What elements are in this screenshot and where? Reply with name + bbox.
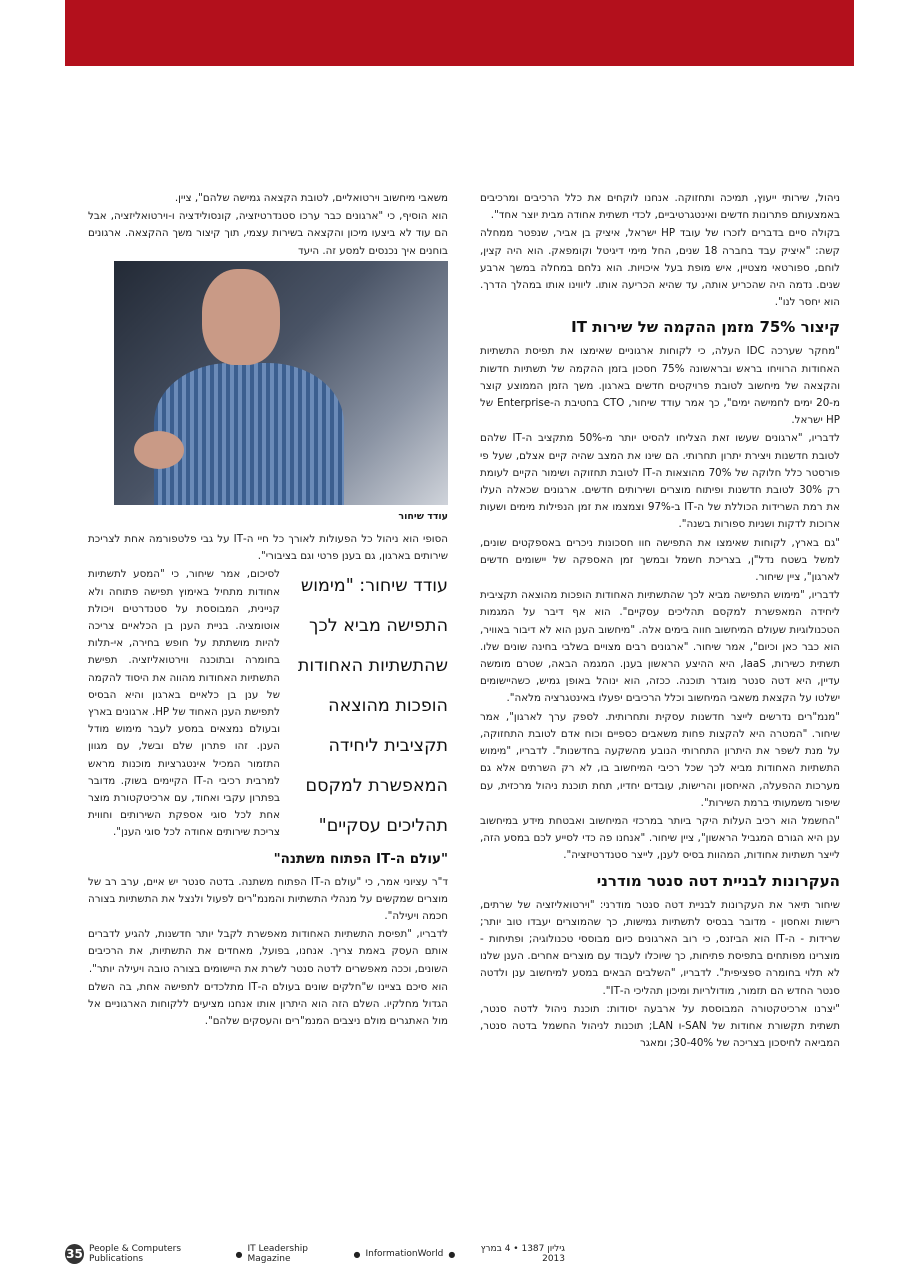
bullet-icon: ● bbox=[235, 1249, 243, 1259]
article-page bbox=[68, 190, 850, 1240]
paragraph: הסופי הוא ניהול כל הפעולות לאורך כל חיי ה-IT על גבי פלטפורמה אחת לצריכת שירותים בארגון, גם בענן פרטי וגם בציבורי". bbox=[88, 533, 448, 563]
photo-caption: עודד שיחור bbox=[398, 510, 448, 522]
section-heading: "עולם ה-IT הפתוח משתנה" bbox=[273, 850, 448, 867]
footer-publication: InformationWorld bbox=[365, 1249, 444, 1259]
page-footer bbox=[65, 1244, 565, 1264]
paragraph: ד"ר עציוני אמר, כי "עולם ה-IT הפתוח משתנה. בדטה סנטר יש איים, ערב רב של מוצרים שמקשים על מנהלי התשתיות והמנמ"רים לפעול ולנצל את התשתיות בצורה חכמה ויעילה". bbox=[88, 875, 448, 923]
paragraph: לסיכום, אמר שיחור, כי "המסע לתשתיות אחודות מתחיל באימוץ תפישה פתוחה ולא קניינית, המבוססת על סטנדרטים ויכולת אוטומציה. בניית הענן בן הכלאיים צריכה להיות מושתתת על חופש בחירה, אי-תלות בחומרה ובתוכנה ווירטואליזציה. תפישת התשתיות האחודות מהווה את היסוד להקמה של ענן בן כלאיים בארגון והיא הבסיס לתפישת הענן האחוד של HP. ארגונים בארץ ובעולם נמצאים במסע לעבר מימוש מודל הענן. זהו פתרון שלם ובשל, עם מגוון התזמור המכיל אינטגרציות מוכנות מראש למרבית רכיבי ה-IT הקיימים בשוק. מדובר בפתרון עקבי ואחוד, עם ארכיטקטורת מוצר אחת לכל סוגי אספקת השירותים וחווית צריכת שירותים אחודה לכל סוגי הענן". bbox=[88, 568, 280, 839]
article-right-column bbox=[480, 190, 840, 1053]
photo-figure-hand bbox=[134, 431, 184, 469]
pull-quote: עודד שיחור: "מימוש התפישה מביא לכך שהתשתיות האחודות הופכות מהוצאה תקציבית ליחידה המאפשרת למקסם תהליכים עסקיים" bbox=[297, 576, 448, 837]
footer-issue: גיליון 1387 • 4 במרץ 2013 bbox=[480, 1244, 565, 1264]
paragraph: לדבריו, "תפיסת התשתיות האחודות מאפשרת לקבל יותר חדשנות, להגיע לדברים אותם העסק באמת צריך. אנחנו, בפועל, מאחדים את התשתיות, את הרכיבים השונים, וככה מאפשרים לדטה סנטר לשרת את היישומים בצורה טובה ויעילה יותר". bbox=[88, 928, 448, 975]
photo-figure-head bbox=[202, 269, 280, 365]
paragraph: לדבריו, "ארגונים שעשו זאת הצליחו להסיט יותר מ-50% מתקציב ה-IT שלהם לטובת חדשנות ויצירת יתרון תחרותי. הם שינו את המצב שהיה קיים אצלם, שעל פי פורסטר כלל חלוקה של 70% מהוצאות ה-IT לטובת תחזוקה ושימור הקיים לעומת רק 30% לטובת חדשנות ופיתוח מוצרים ושירותים חדשים. ארגונים שכאלה העלו את רמת השרידות הכוללת של ה-IT ב-97% וצמצמו את זמן הנפילות מימים ושעות ארוכות לדקות ושניות ספורות בשנה". bbox=[480, 432, 840, 531]
paragraph: הוא הוסיף, כי "ארגונים כבר ערכו סטנדרטיזציה, קונסולידציה ו-וירטואליזציה, אבל הם עוד לא ביצעו מיכון והקצאה בשירות עצמי, תוך קיצור משך ההקצאה. ארגונים בוחנים איך נכנסים למסע זה. היעד bbox=[88, 210, 448, 257]
speaker-photo bbox=[114, 261, 448, 505]
paragraph: בקולה סיים בדברים לזכרו של עובד HP ישראל, איציק בן אביר, שנפטר ממחלה קשה: "איציק עבד בחברה 18 שנים, החל מימי דיגיטל וקומפאק. הוא היה קצין, לוחם, ספורטאי מצטיין, איש מופת בעל איכויות. הוא נלחם במחלה במשך ארבע שנים. נדמה היה שהכריע אותה, עד שהיא הכריעה אותו. ליווינו אותו במהלך הדרך. הוא יחסר לנו". bbox=[480, 227, 840, 309]
paragraph: שיחור תיאר את העקרונות לבניית דטה סנטר מודרני: "וירטואליזציה של שרתים, רישות ואחסון - מדובר בבסיס לתשתיות גמישות, כך שהמוצרים יעבדו טוב יותר; שרידות - ה-IT הוא הביזנס, כי רוב הארגונים כיום מבוססי טכנולוגיה; ופתיחות - מוצרינו מפותחים בתפיסת פתיחות, כך שיוכלו לעבוד עם מוצרים אחרים. הענן שלנו לא תלוי בחומרה ספציפית". לדבריו, "השלבים הבאים במסע למיחשוב ענן ולדטה סנטר החדש הם תזמור, מודולריות ומיכון תהליכי ה-IT". bbox=[480, 898, 840, 997]
paragraph: "גם בארץ, לקוחות שאימצו את התפישה חוו חסכונות ניכרים באספקטים שונים, למשל בשטח נדל"ן, בצריכת חשמל ובמשך זמן האספקה של יישומים חדשים לארגון", ציין שיחור. bbox=[480, 536, 840, 584]
paragraph: "מנמ"רים נדרשים לייצר חדשנות עסקית ותחרותית. לספק ערך לארגון", אמר שיחור. "המטרה היא להקצות פחות משאבים כספיים וכוח אדם לטובת התחזוקה, על מנת לשפר את היתרון התחרותי הנובע מהשקעה בחדשנות". לדבריו, "מימוש התשתיות האחודות מביא לכך שכל רכיבי המיחשוב בו, לא רק השרתים אלא גם מערכות ההפעלה, האיחסון והרישות, עובדים יחדיו, תחת תוכנת ניהול מרכזית, עם שיפור משמעותי ברמת השירות". bbox=[480, 710, 840, 809]
paragraph: "מחקר שערכה IDC העלה, כי לקוחות ארגוניים שאימצו את תפיסת התשתיות האחודות הרוויחו בראש ובראשונה 75% חסכון בזמן ההקמה של תשתיות חדשות והקצאה של מיחשוב לטובת פרויקטים חדשים בארגון. משך הזמן הממוצע קוצר מ-20 ימים לחמישה ימים", כך אמר עודד שיחור, CTO בחטיבת ה-Enterprise של HP ישראל. bbox=[480, 345, 840, 427]
paragraph: משאבי מיחשוב וירטואליים, לטובת הקצאה גמישה שלהם", ציין. bbox=[174, 192, 448, 204]
page-number: 35 bbox=[65, 1244, 84, 1264]
paragraph: לדבריו, "מימוש התפישה מביא לכך שהתשתיות האחודות הופכות מהוצאה תקציבית ליחידה המאפשרת למקסם תהליכים עסקיים". הוא אף דיבר על המגמות הטכנולוגיות שעולם המיחשוב חווה בימים אלה. "מיחשוב הענן הוא לא דיבור באוויר, הוא כבר כאן וכיום", אמר שיחור. "ארגונים רבים מצויים בשלבי בחינה שונים שלו. תשתית כשירות, IaaS, היא ההיצע הראשון בענן. המגמה הבאה, שטרם מומשה עדיין, היא דטה סנטר מוגדר תוכנה. ככזה, הוא ינוהל באופן גמיש, כשהיישומים ישלטו על הקצאת משאבי המיחשוב וכלל הרכיבים יפעלו באינטגרציה מלאה". bbox=[480, 589, 840, 705]
article-left-column bbox=[88, 190, 448, 1032]
bullet-icon: ● bbox=[353, 1249, 361, 1259]
paragraph: ניהול, שירותי ייעוץ, תמיכה ותחזוקה. אנחנו לוקחים את כלל הרכיבים ומרכיבים באמצעותם פתרונות חדשים ואינטגרטיביים, לכדי תשתית אחודה מבית יוצר אחד". bbox=[480, 192, 840, 222]
bullet-icon: ● bbox=[448, 1249, 456, 1259]
section-heading: קיצור 75% מזמן ההקמה של שירות IT bbox=[571, 318, 840, 337]
header-red-bar bbox=[65, 0, 854, 66]
paragraph: "החשמל הוא רכיב העלות היקר ביותר במרכזי המיחשוב ואבטחת מידע במיחשוב ענן היא הגורם המגביל הראשון", ציין שיחור. "אנחנו פה כדי לסייע לכם במסע הזה, לייצר תשתיות אחודות, המהוות בסיס לענן, לייצר סטנדרטיזציה". bbox=[480, 814, 840, 862]
footer-magazine: IT Leadership Magazine bbox=[247, 1244, 308, 1264]
paragraph: הוא סיכם בציינו ש"חלקים שונים בעולם ה-IT מתלכדים לתפישה אחת, בה השלם הגדול מחלקיו. השלם הזה הוא היתרון אותו אנחנו מציעים ללקוחות הארגוניים אל מול האתגרים מולם ניצבים המנמ"רים והעסקים שלהם". bbox=[88, 980, 448, 1028]
section-heading: העקרונות לבניית דטה סנטר מודרני bbox=[596, 871, 840, 890]
photo-figure-body bbox=[154, 363, 344, 505]
footer-publisher: People & Computers Publications bbox=[89, 1244, 182, 1264]
paragraph: "יצרנו ארכיטקטורה המבוססת על ארבעה יסודות: תוכנת ניהול לדטה סנטר, תשתית תקשורת אחודות של SAN-ו LAN; תוכנות לניהול החשמל בדטה סנטר, המביאה לחיסכון בצריכה של 30-40%; ומאגר bbox=[480, 1002, 840, 1050]
